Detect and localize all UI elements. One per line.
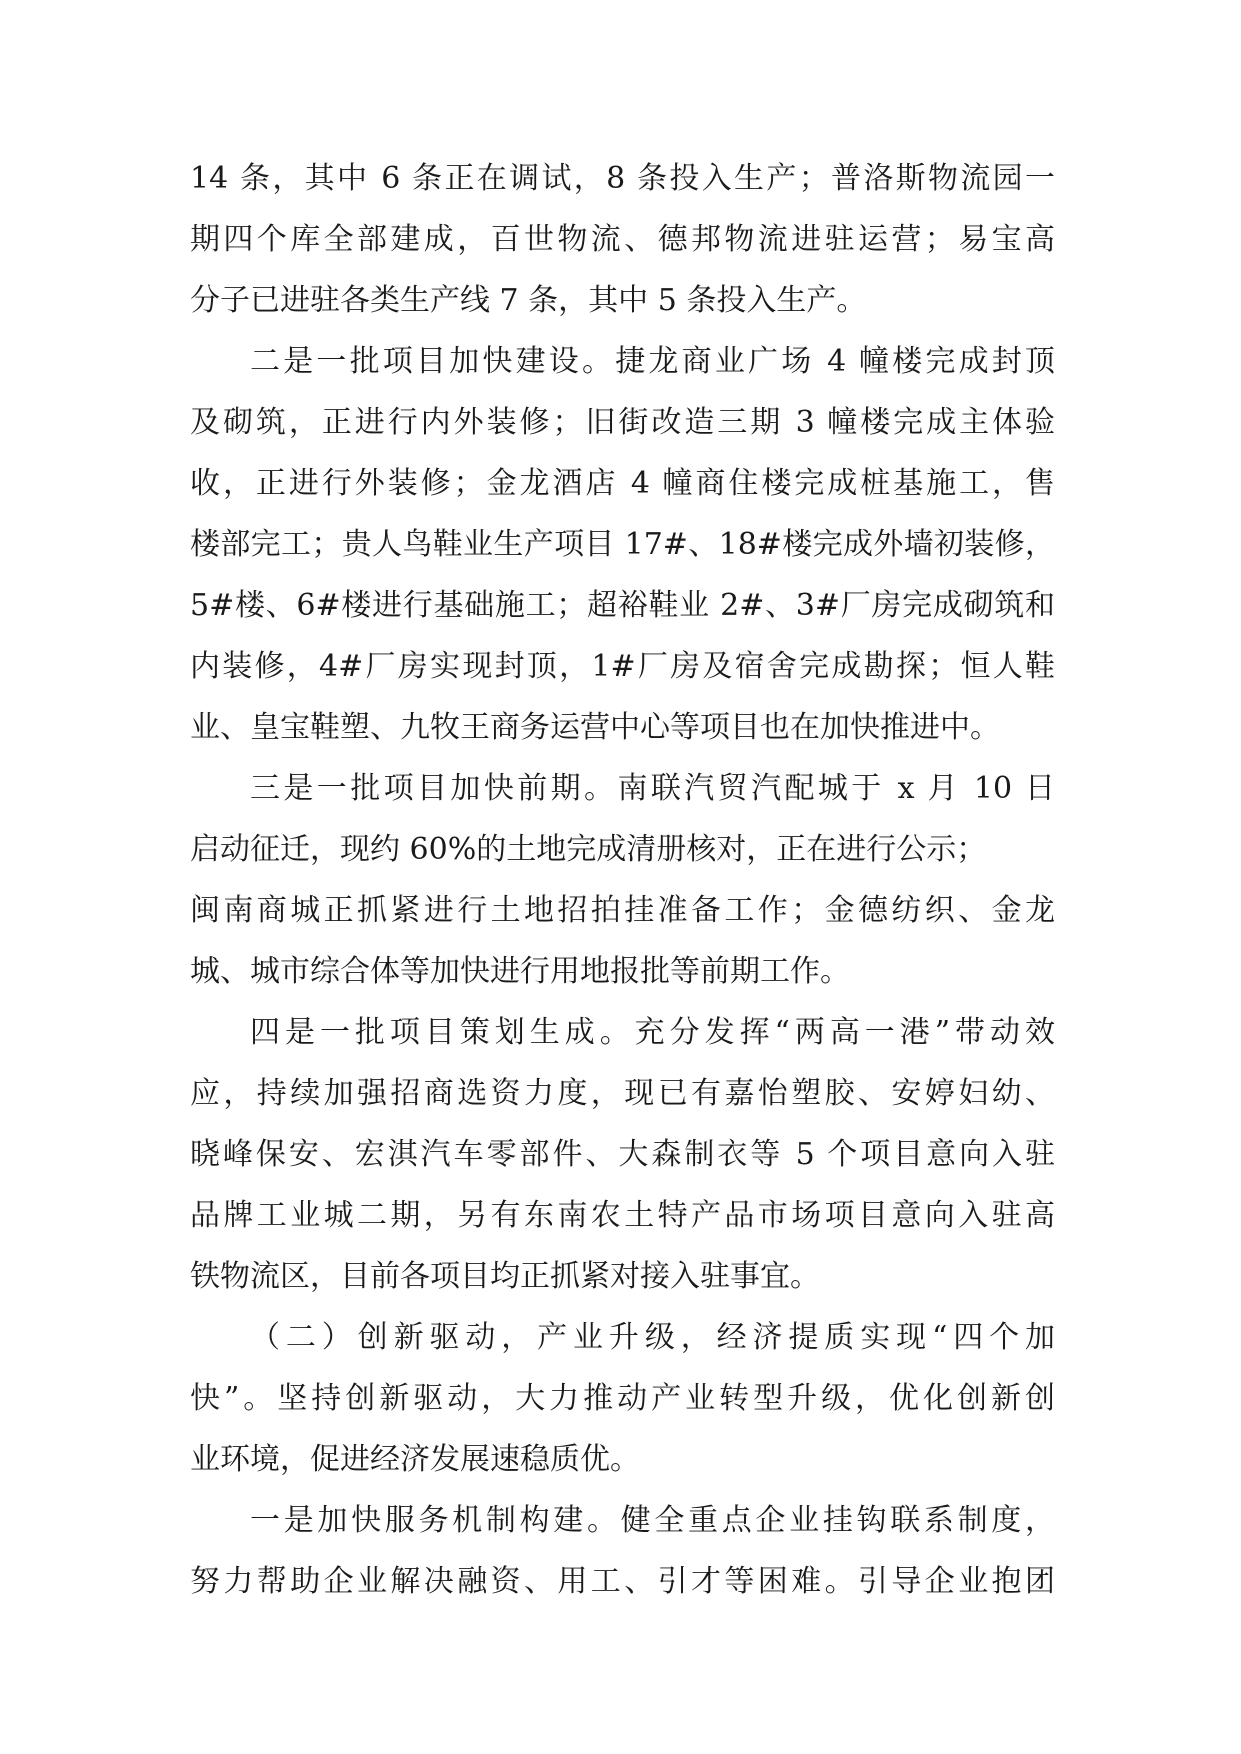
text-line: 业环境，促进经济发展速稳质优。 — [190, 1442, 640, 1477]
paragraph-start-line: 二是一批项目加快建设。捷龙商业广场 4 幢楼完成封顶 — [250, 344, 1055, 379]
text-line: 收，正进行外装修；金龙酒店 4 幢商住楼完成桩基施工，售 — [190, 466, 1055, 501]
section-heading-line: （二）创新驱动，产业升级，经济提质实现“四个加 — [250, 1320, 1055, 1355]
paragraph-start-line: 三是一批项目加快前期。南联汽贸汽配城于 x 月 10 日 — [250, 771, 1055, 806]
text-line: 分子已进驻各类生产线 7 条，其中 5 条投入生产。 — [190, 283, 867, 318]
text-line: 品牌工业城二期，另有东南农土特产品市场项目意向入驻高 — [190, 1198, 1055, 1233]
text-line: 楼部完工；贵人鸟鞋业生产项目 17#、18#楼完成外墙初装修， — [190, 527, 1055, 562]
text-line: 城、城市综合体等加快进行用地报批等前期工作。 — [190, 954, 850, 989]
text-line: 及砌筑，正进行内外装修；旧街改造三期 3 幢楼完成主体验 — [190, 405, 1055, 440]
text-line: 快”。坚持创新驱动，大力推动产业转型升级，优化创新创 — [190, 1381, 1055, 1416]
document-page — [190, 148, 1055, 1612]
text-line: 内装修，4#厂房实现封顶，1#厂房及宿舍完成勘探；恒人鞋 — [190, 649, 1055, 684]
text-line: 闽南商城正抓紧进行土地招拍挂准备工作；金德纺织、金龙 — [190, 893, 1055, 928]
text-line: 晓峰保安、宏淇汽车零部件、大森制衣等 5 个项目意向入驻 — [190, 1137, 1055, 1172]
text-line: 铁物流区，目前各项目均正抓紧对接入驻事宜。 — [190, 1259, 820, 1294]
text-line: 应，持续加强招商选资力度，现已有嘉怡塑胶、安婷妇幼、 — [190, 1076, 1055, 1111]
text-line: 5#楼、6#楼进行基础施工；超裕鞋业 2#、3#厂房完成砌筑和 — [190, 588, 1055, 623]
text-line: 期四个库全部建成，百世物流、德邦物流进驻运营；易宝高 — [190, 222, 1055, 257]
text-line: 启动征迁，现约 60%的土地完成清册核对，正在进行公示； — [190, 832, 987, 867]
paragraph-start-line: 一是加快服务机制构建。健全重点企业挂钩联系制度， — [250, 1503, 1055, 1538]
text-line: 努力帮助企业解决融资、用工、引才等困难。引导企业抱团 — [190, 1564, 1055, 1599]
paragraph-start-line: 四是一批项目策划生成。充分发挥“两高一港”带动效 — [250, 1015, 1055, 1050]
text-line: 业、皇宝鞋塑、九牧王商务运营中心等项目也在加快推进中。 — [190, 710, 1000, 745]
text-line: 14 条，其中 6 条正在调试，8 条投入生产；普洛斯物流园一 — [190, 161, 1055, 196]
